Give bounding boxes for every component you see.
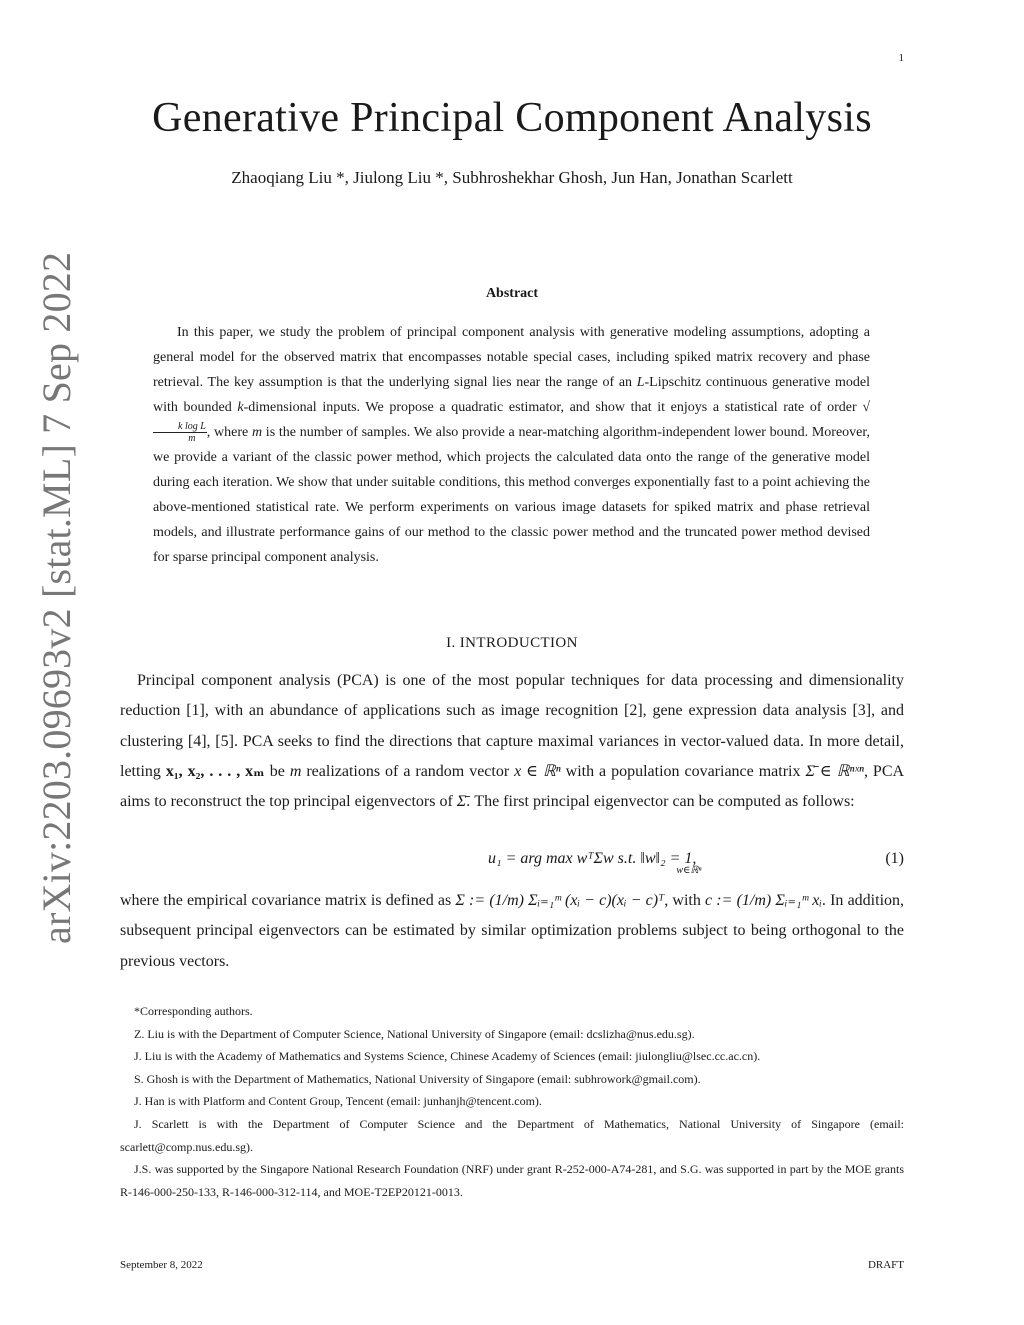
equation-number: (1) [885, 850, 904, 867]
author-list: Zhaoqiang Liu *, Jiulong Liu *, Subhroshekhar Ghosh, Jun Han, Jonathan Scarlett [231, 168, 793, 187]
footnote: *Corresponding authors. [134, 1004, 253, 1018]
page-number: 1 [898, 52, 904, 64]
footer-date: September 8, 2022 [120, 1259, 203, 1271]
footnote: J.S. was supported by the Singapore National Research Foundation (NRF) under grant R-252-000-A74-281, and S.G. was supported in part by the MOE grants R-146-000-250-133, R-146-000-312-114, and MOE-T2EP20121-0013. [120, 1162, 904, 1199]
abstract-body: In this paper, we study the problem of principal component analysis with generative modeling assumptions, adopting a general model for the observed matrix that encompasses notable special cases, including spiked matrix recovery and phase retrieval. The key assumption is that the underlying signal lies near the range of an L-Lipschitz continuous generative model with bounded k-dimensional inputs. We propose a quadratic estimator, and show that it enjoys a statistical rate of order √ $\frac{\text{k log L}}{m}$ , where m is the number of samples. We also provide a near-matching algorithm-independent lower bound. Moreover, we provide a variant of the classic power method, which projects the calculated data onto the range of the generative model during each iteration. We show that under suitable conditions, this method converges exponentially fast to a point achieving the above-mentioned statistical rate. We perform experiments on various image datasets for spiked matrix and phase retrieval models, and illustrate performance gains of our method to the classic power method and the truncated power method devised for sparse principal component analysis. [153, 325, 870, 565]
paper-title: Generative Principal Component Analysis [152, 95, 872, 141]
footnote: Z. Liu is with the Department of Computer Science, National University of Singapore (email: dcslizha@nus.edu.sg). [134, 1026, 695, 1041]
arxiv-identifier: arXiv:2203.09693v2 [stat.ML] 7 Sep 2022 [34, 251, 79, 944]
abstract-heading: Abstract [485, 286, 539, 301]
footnote: S. Ghosh is with the Department of Mathematics, National University of Singapore (email: subhrowork@gmail.com). [134, 1071, 701, 1086]
footnote: J. Scarlett is with the Department of Computer Science and the Department of Mathematics, National University of Singapore (email: scarlett@comp.nus.edu.sg). [120, 1116, 904, 1154]
footer-draft-label: DRAFT [867, 1259, 904, 1271]
statistical-rate-formula: √ $\frac{\text{k log L}}{m}$ [153, 400, 870, 440]
section-heading-introduction: I. INTRODUCTION [446, 635, 578, 651]
introduction-paragraph-1: Principal component analysis (PCA) is one of the most popular techniques for data processing and dimensionality reduction [1], with an abundance of applications such as image recognition [2], gene expression data analysis [3], and clustering [4], [5]. PCA seeks to find the directions that capture maximal variances in vector-valued data. In more detail, letting x₁, x₂, . . . , xₘ be m realizations of a random vector x ∈ ℝⁿ with a population covariance matrix Σ̄ ∈ ℝⁿˣⁿ, PCA aims to reconstruct the top principal eigenvectors of Σ̄. The first principal eigenvector can be computed as follows: [120, 672, 905, 811]
introduction-paragraph-2: where the empirical covariance matrix is defined as Σ := (1/m) Σᵢ₌₁ᵐ (xᵢ − c)(xᵢ − c)ᵀ, with c := (1/m) Σᵢ₌₁ᵐ xᵢ. In addition, subsequent principal eigenvectors can be estimated by similar optimization problems subject to being orthogonal to the previous vectors. [120, 892, 905, 970]
equation-body: u₁ = arg max wᵀΣw s.t. ‖w‖₂ = 1, [488, 850, 697, 867]
equation-subscript: w∈ℝⁿ [676, 865, 702, 876]
footnotes [120, 1000, 904, 1203]
footnote: J. Han is with Platform and Content Group, Tencent (email: junhanjh@tencent.com). [134, 1094, 542, 1109]
equation-1 [120, 850, 904, 880]
footnote: J. Liu is with the Academy of Mathematics and Systems Science, Chinese Academy of Sciences (email: jiulongliu@lsec.cc.ac.cn). [134, 1049, 761, 1064]
